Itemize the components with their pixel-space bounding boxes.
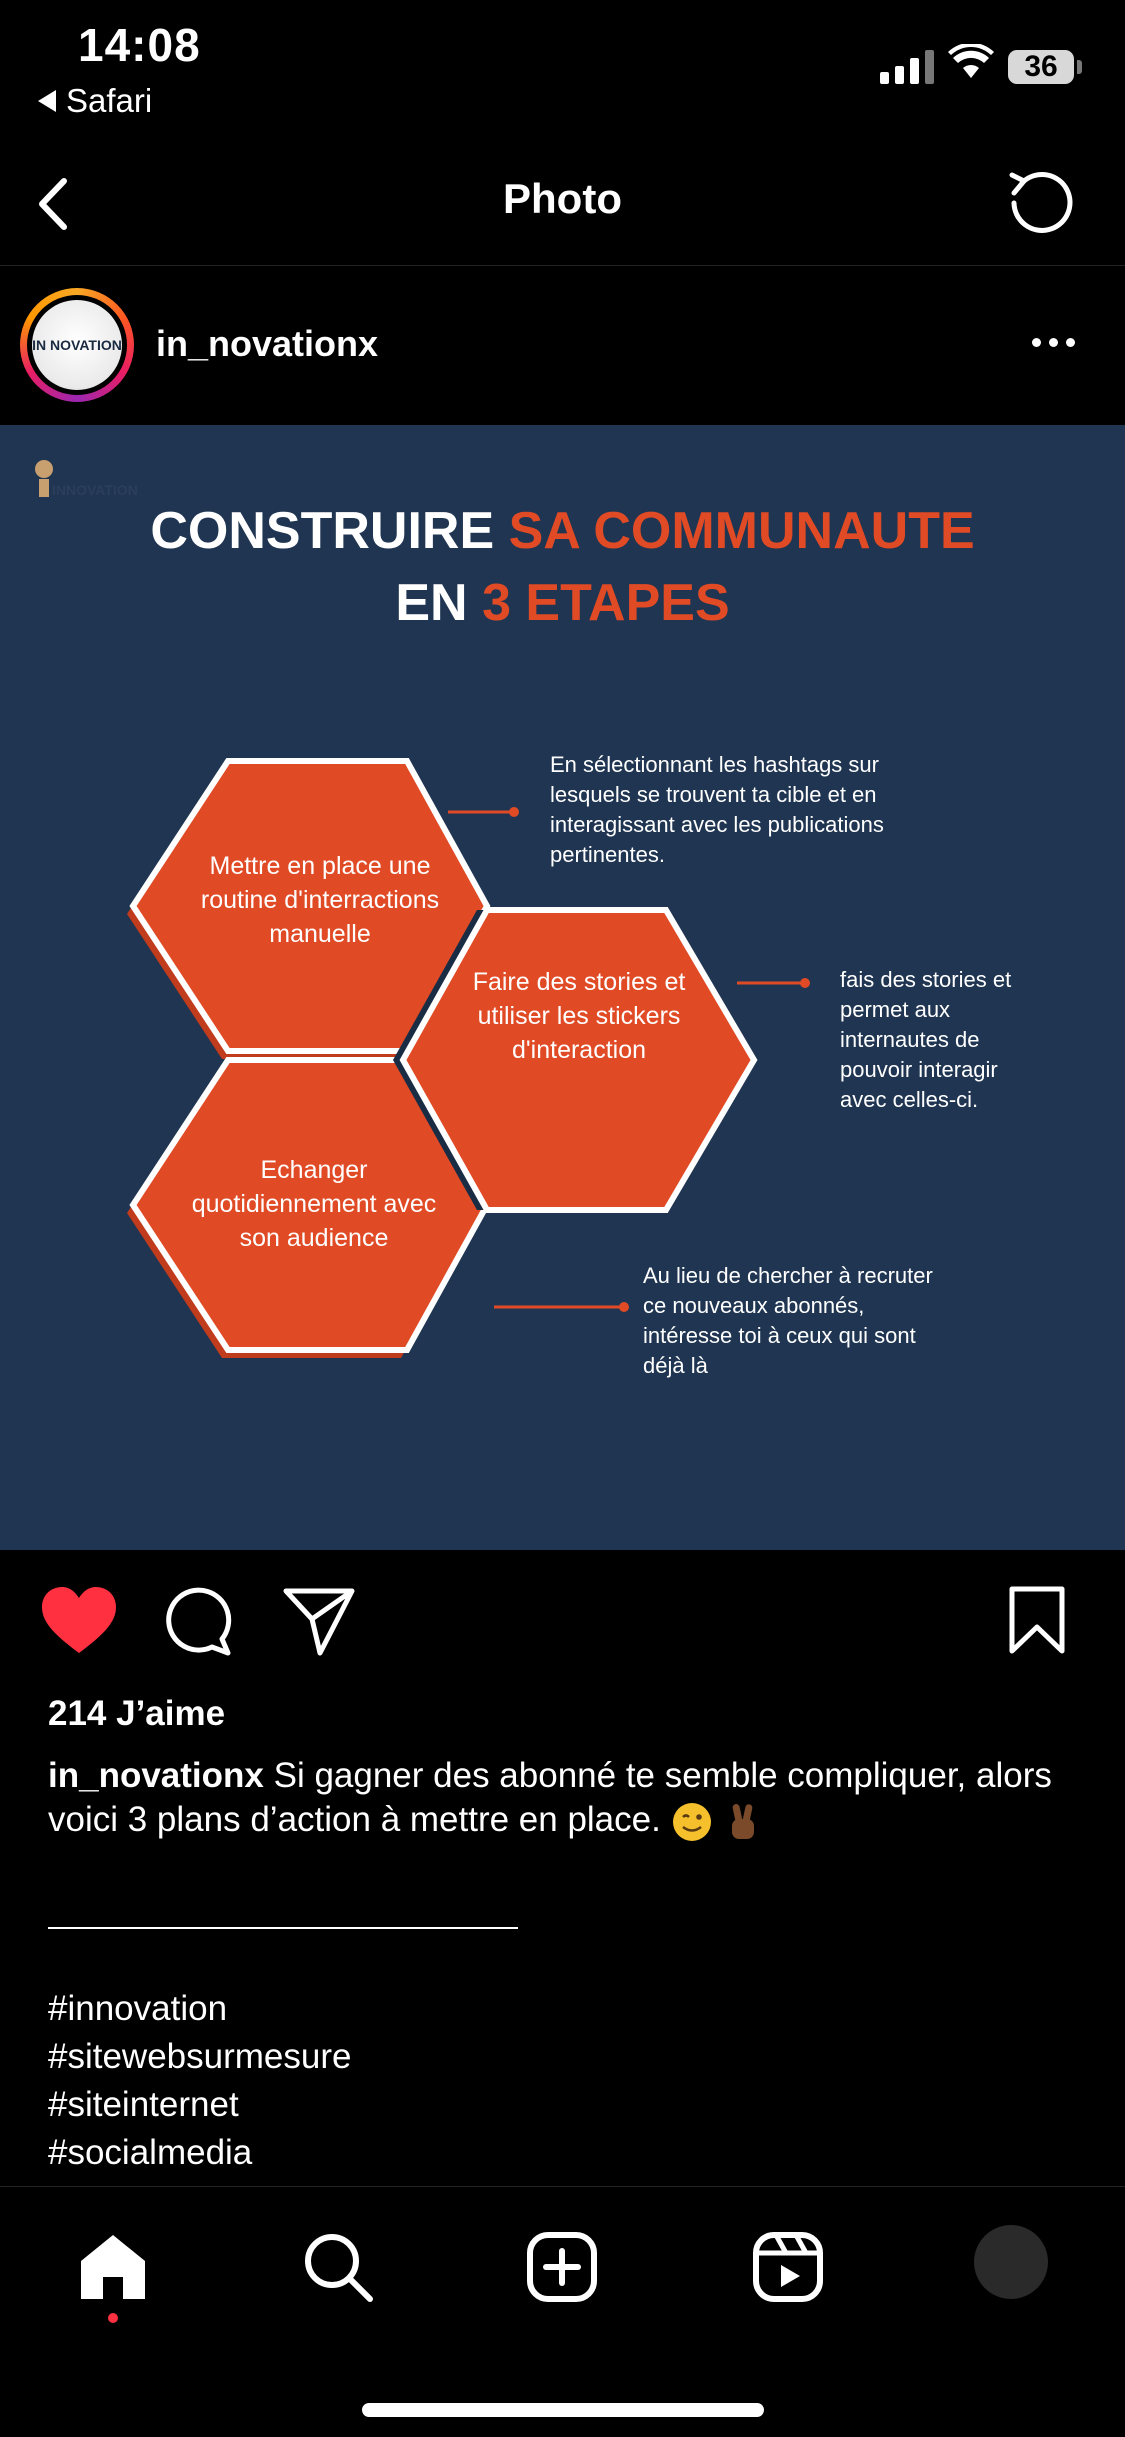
hexagon-1-label: Mettre en place une routine d'interractions manuelle xyxy=(200,852,440,948)
svg-text:INNOVATION: INNOVATION xyxy=(52,482,138,498)
post-actions xyxy=(0,1585,1125,1665)
home-indicator xyxy=(362,2403,764,2417)
profile-avatar[interactable] xyxy=(974,2225,1048,2299)
page-title: Photo xyxy=(503,175,622,222)
battery-indicator: 36 xyxy=(1008,50,1074,84)
note-1: En sélectionnant les hashtags sur lesquels se trouvent ta cible et en interagissant avec les publications pertinentes. xyxy=(550,752,884,867)
like-count[interactable]: 214 J’aime xyxy=(48,1694,226,1733)
cellular-signal-icon xyxy=(880,48,934,84)
more-options-icon[interactable] xyxy=(1032,338,1075,347)
hashtag[interactable]: #socialmedia xyxy=(48,2133,253,2172)
comment-icon[interactable] xyxy=(162,1585,234,1657)
avatar[interactable] xyxy=(20,288,134,402)
bottom-tab-bar xyxy=(0,2186,1125,2437)
post-header xyxy=(0,268,1125,423)
hashtag-list xyxy=(48,1985,351,2177)
reels-icon[interactable] xyxy=(748,2227,828,2307)
avatar-border xyxy=(27,295,127,395)
back-triangle-icon xyxy=(38,90,56,112)
avatar-image: IN NOVATION xyxy=(32,300,122,390)
caption-divider xyxy=(48,1927,518,1929)
home-icon[interactable] xyxy=(73,2227,153,2307)
hexagon-3-label: Echanger quotidiennement avec son audience xyxy=(191,1156,437,1252)
post-caption xyxy=(48,1754,1088,1843)
post-image[interactable] xyxy=(0,425,1125,1550)
search-icon[interactable] xyxy=(298,2227,378,2307)
caption-text: Si gagner des abonné te semble compliquer, alors voici 3 plans d’action à mettre en place. xyxy=(48,1756,1052,1839)
status-bar xyxy=(0,0,1125,120)
clock: 14:08 xyxy=(78,19,201,71)
note-2: fais des stories et permet aux internautes de pouvoir interagir avec celles-ci. xyxy=(840,967,1012,1112)
post-username[interactable]: in_novationx xyxy=(156,323,379,364)
post-headline: CONSTRUIRE SA COMMUNAUTE EN 3 ETAPES xyxy=(150,502,975,632)
hashtag[interactable]: #siteinternet xyxy=(48,2085,239,2124)
caption-username[interactable]: in_novationx xyxy=(48,1756,264,1795)
wifi-icon xyxy=(948,44,994,80)
send-icon[interactable] xyxy=(282,1585,356,1657)
hashtag[interactable]: #sitewebsurmesure xyxy=(48,2037,352,2076)
bookmark-icon[interactable] xyxy=(1006,1585,1068,1657)
heart-filled-icon[interactable] xyxy=(40,1585,118,1657)
nav-header xyxy=(0,145,1125,266)
winking-face-emoji-icon xyxy=(671,1801,713,1843)
victory-hand-emoji-icon xyxy=(722,1801,764,1843)
active-tab-dot xyxy=(108,2313,118,2323)
refresh-icon[interactable] xyxy=(1000,163,1080,243)
add-post-icon[interactable] xyxy=(522,2227,602,2307)
hexagon-2-label: Faire des stories et utiliser les stickers d'interaction xyxy=(472,968,686,1064)
back-app-label: Safari xyxy=(66,82,153,119)
battery-tip xyxy=(1077,60,1082,74)
hashtag[interactable]: #innovation xyxy=(48,1989,228,2028)
note-3: Au lieu de chercher à recruter ce nouveaux abonnés, intéresse toi à ceux qui sont déjà là xyxy=(643,1263,933,1378)
back-to-app-link[interactable] xyxy=(38,82,152,120)
